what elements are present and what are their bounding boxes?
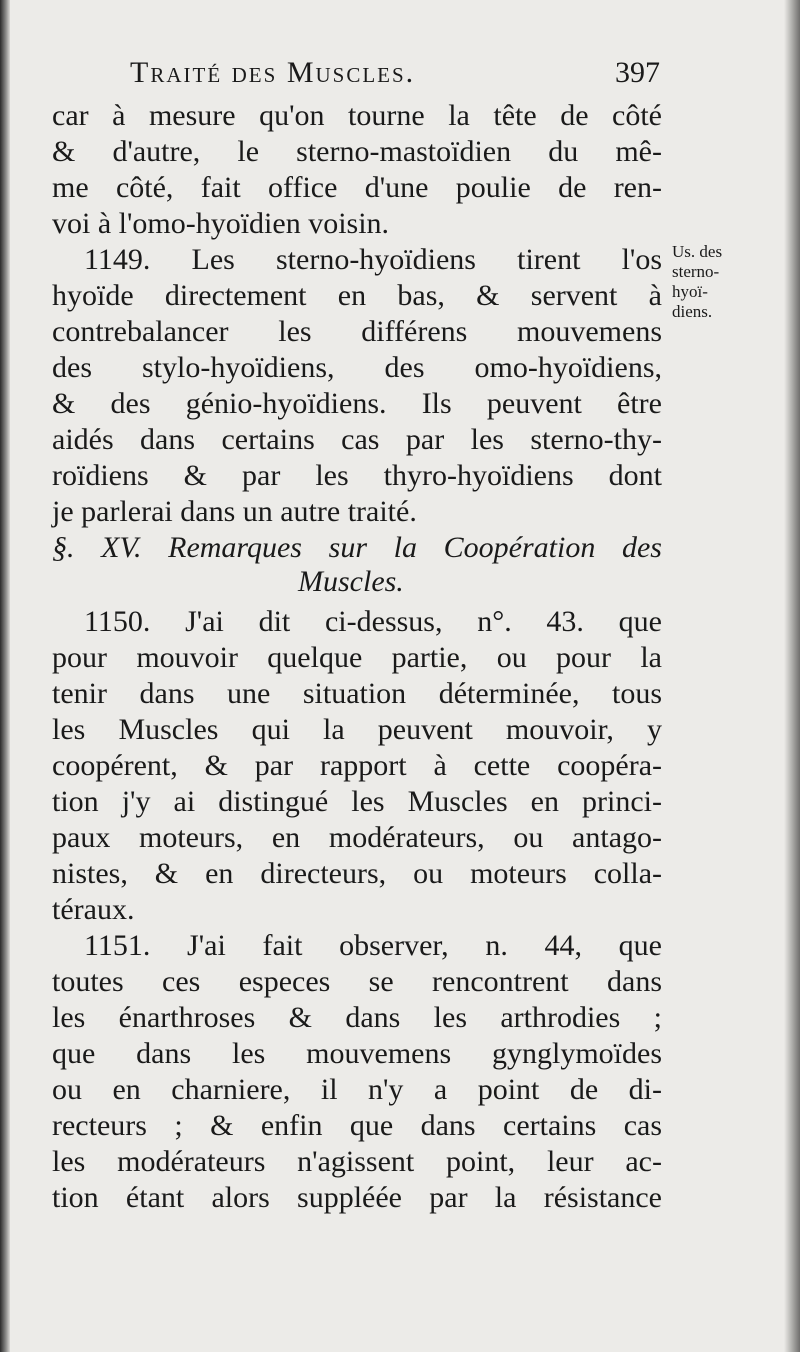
text-line: recteurs ; & enfin que dans certains cas: [52, 1109, 662, 1142]
text-line: je parlerai dans un autre traité.: [52, 495, 417, 528]
text-line: coopérent, & par rapport à cette coopéra-: [52, 749, 662, 782]
text-line: toutes ces especes se rencontrent dans: [52, 965, 662, 998]
page-number: 397: [615, 56, 660, 89]
text-line: me côté, fait office d'une poulie de ren-: [52, 171, 662, 204]
text-line: des stylo-hyoïdiens, des omo-hyoïdiens,: [52, 351, 662, 384]
margin-note-line: sterno-: [672, 262, 720, 281]
text-line: téraux.: [52, 893, 135, 926]
text-line: voi à l'omo-hyoïdien voisin.: [52, 207, 390, 240]
text-line: contrebalancer les différens mouvemens: [52, 315, 662, 348]
text-line: pour mouvoir quelque partie, ou pour la: [52, 641, 662, 674]
margin-note-line: diens.: [672, 302, 713, 321]
paragraph-1150-start: 1150. J'ai dit ci-dessus, n°. 43. que: [84, 605, 662, 638]
text-line: que dans les mouvemens gynglymoïdes: [52, 1037, 662, 1070]
text-line: ou en charniere, il n'y a point de di-: [52, 1073, 662, 1106]
text-line: car à mesure qu'on tourne la tête de côté: [52, 99, 662, 132]
text-line: & d'autre, le sterno-mastoïdien du mê-: [52, 135, 662, 168]
text-line: les modérateurs n'agissent point, leur ac-: [52, 1145, 662, 1178]
text-line: tion j'y ai distingué les Muscles en princi-: [52, 785, 662, 818]
text-line: tion étant alors suppléée par la résistance: [52, 1181, 662, 1214]
paragraph-1149-start: 1149. Les sterno-hyoïdiens tirent l'os: [84, 243, 662, 276]
running-head-title: Traité des Muscles.: [130, 56, 416, 89]
running-head: [130, 56, 660, 90]
text-line: roïdiens & par les thyro-hyoïdiens dont: [52, 459, 662, 492]
text-line: les énarthroses & dans les arthrodies ;: [52, 1001, 662, 1034]
paragraph-1151-start: 1151. J'ai fait observer, n. 44, que: [84, 929, 662, 962]
section-heading-continued: Muscles.: [298, 565, 404, 598]
section-heading: §. XV. Remarques sur la Coopération des: [52, 531, 662, 564]
text-line: les Muscles qui la peuvent mouvoir, y: [52, 713, 662, 746]
margin-note-line: hyoï-: [672, 282, 708, 301]
text-line: aidés dans certains cas par les sterno-thy-: [52, 423, 662, 456]
text-line: & des génio-hyoïdiens. Ils peuvent être: [52, 387, 662, 420]
text-line: tenir dans une situation déterminée, tous: [52, 677, 662, 710]
text-line: paux moteurs, en modérateurs, ou antago-: [52, 821, 662, 854]
text-line: hyoïde directement en bas, & servent à: [52, 279, 662, 312]
margin-note-line: Us. des: [672, 242, 723, 261]
text-line: nistes, & en directeurs, ou moteurs colla-: [52, 857, 662, 890]
